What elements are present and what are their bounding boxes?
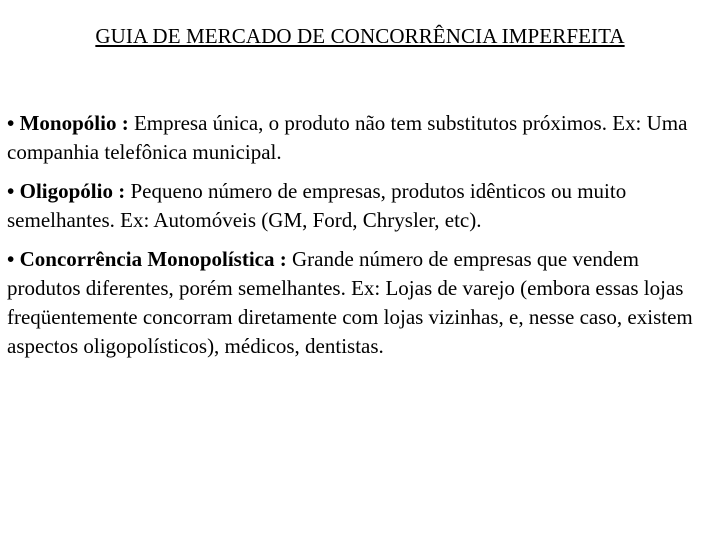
list-item-monopolio [7, 109, 707, 167]
bullet: • [7, 179, 15, 203]
item-term: Concorrência Monopolística : [19, 247, 287, 271]
list-item-oligopolio [7, 177, 707, 235]
item-term: Oligopólio : [19, 179, 126, 203]
page-title: GUIA DE MERCADO DE CONCORRÊNCIA IMPERFEITA [95, 24, 625, 48]
definition-list [7, 109, 707, 371]
item-term: Monopólio : [19, 111, 129, 135]
item-description: Grande número de empresas que vendem produtos diferentes, porém semelhantes. Ex: Lojas de varejo (embora essas lojas freqüentemente concorram diretamente com lojas vizinhas, e, nesse caso, existem aspectos oligopolísticos), médicos, dentistas. [7, 247, 693, 358]
item-description: Empresa única, o produto não tem substitutos próximos. Ex: Uma companhia telefônica municipal. [7, 111, 688, 164]
item-description: Pequeno número de empresas, produtos idênticos ou muito semelhantes. Ex: Automóveis (GM, Ford, Chrysler, etc). [7, 179, 627, 232]
bullet: • [7, 247, 15, 271]
list-item-concorrencia-monopolistica [7, 245, 707, 361]
bullet: • [7, 111, 15, 135]
